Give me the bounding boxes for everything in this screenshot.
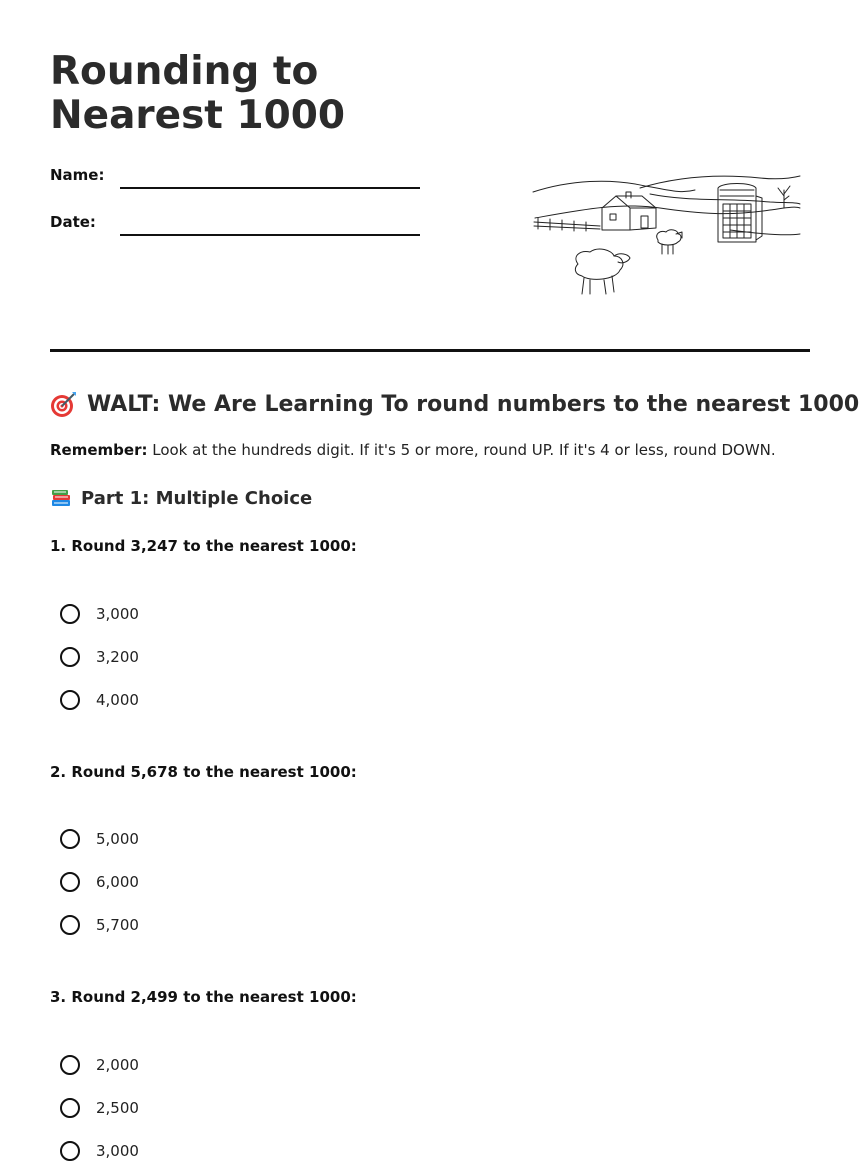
question-3-option-2[interactable]	[60, 1096, 139, 1120]
books-icon	[50, 487, 72, 509]
option-label: 2,500	[96, 1099, 139, 1117]
question-2: 2. Round 5,678 to the nearest 1000:	[50, 763, 357, 781]
part1-heading	[50, 487, 312, 509]
option-label: 2,000	[96, 1056, 139, 1074]
question-1-option-2[interactable]	[60, 645, 139, 669]
radio-button[interactable]	[60, 1055, 80, 1075]
name-line[interactable]	[120, 187, 420, 189]
radio-button[interactable]	[60, 915, 80, 935]
option-label: 5,000	[96, 830, 139, 848]
name-label: Name:	[50, 166, 105, 184]
question-2-option-1[interactable]	[60, 827, 139, 851]
option-label: 4,000	[96, 691, 139, 709]
question-1-option-3[interactable]	[60, 688, 139, 712]
date-line[interactable]	[120, 234, 420, 236]
countryside-illustration	[530, 172, 805, 300]
radio-button[interactable]	[60, 647, 80, 667]
question-3: 3. Round 2,499 to the nearest 1000:	[50, 988, 357, 1006]
question-3-option-3[interactable]	[60, 1139, 139, 1163]
remember-text: Look at the hundreds digit. If it's 5 or more, round UP. If it's 4 or less, round DOWN.	[147, 441, 776, 459]
question-2-option-3[interactable]	[60, 913, 139, 937]
remember-note	[50, 441, 776, 459]
worksheet-title: Rounding to Nearest 1000	[50, 49, 346, 138]
radio-button[interactable]	[60, 690, 80, 710]
date-label: Date:	[50, 213, 96, 231]
question-1-option-1[interactable]	[60, 602, 139, 626]
walt-heading	[50, 390, 859, 418]
question-2-option-2[interactable]	[60, 870, 139, 894]
option-label: 5,700	[96, 916, 139, 934]
question-1: 1. Round 3,247 to the nearest 1000:	[50, 537, 357, 555]
option-label: 3,200	[96, 648, 139, 666]
radio-button[interactable]	[60, 604, 80, 624]
radio-button[interactable]	[60, 1141, 80, 1161]
remember-label: Remember:	[50, 441, 148, 459]
header-divider	[50, 349, 810, 352]
radio-button[interactable]	[60, 872, 80, 892]
walt-text: WALT: We Are Learning To round numbers to the nearest 1000	[87, 391, 860, 417]
target-dart-icon	[50, 390, 78, 418]
option-label: 3,000	[96, 1142, 139, 1160]
option-label: 3,000	[96, 605, 139, 623]
radio-button[interactable]	[60, 1098, 80, 1118]
part1-heading-text: Part 1: Multiple Choice	[81, 487, 313, 509]
question-3-option-1[interactable]	[60, 1053, 139, 1077]
radio-button[interactable]	[60, 829, 80, 849]
option-label: 6,000	[96, 873, 139, 891]
